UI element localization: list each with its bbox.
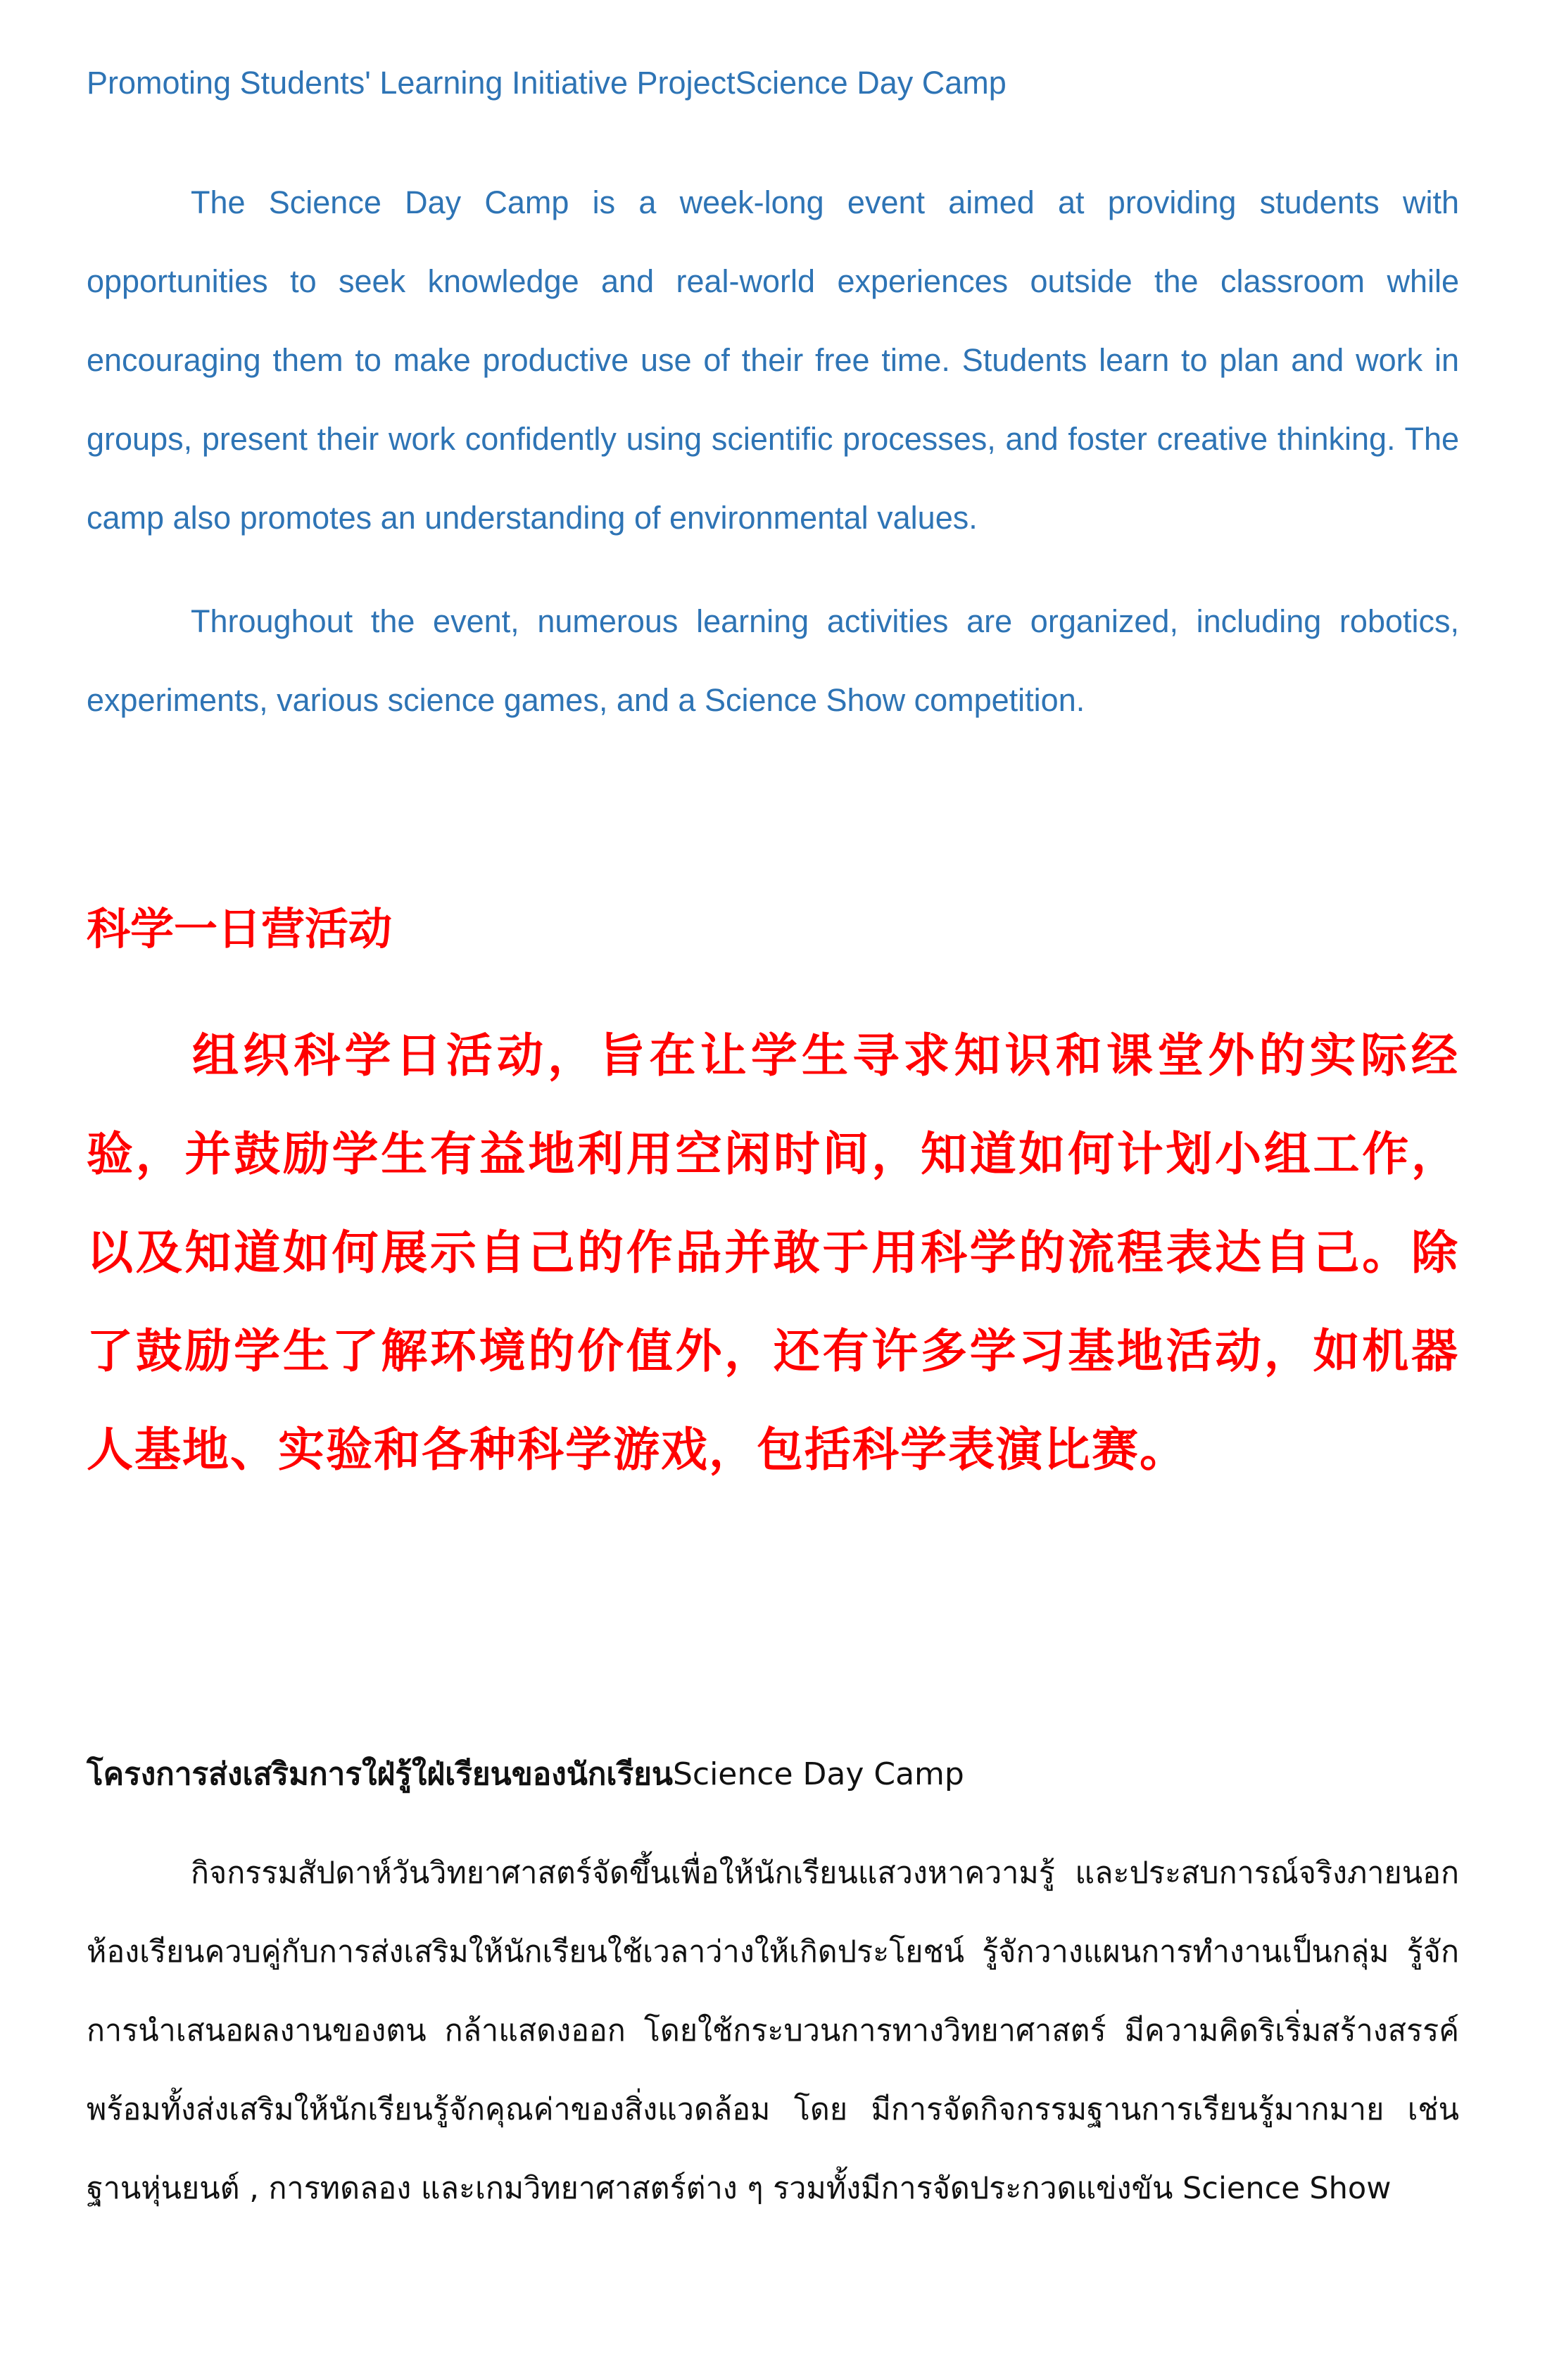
thai-title-english-text: Science Day Camp bbox=[672, 1756, 964, 1792]
thai-title-thai-text: โครงการส่งเสริมการใฝ่รู้ใฝ่เรียนของนักเรียน bbox=[87, 1756, 673, 1792]
english-paragraph-1: The Science Day Camp is a week-long event aimed at providing students with opportunities to seek knowledge and real-world experiences outside the classroom while encouraging them to make productive use of their free time. Students learn to plan and work in groups, present their work confidently using scientific processes, and foster creative thinking. The camp also promotes an understanding of environmental values. bbox=[87, 184, 1459, 536]
chinese-title: 科学一日营活动 bbox=[87, 903, 393, 955]
thai-paragraph: กิจกรรมสัปดาห์วันวิทยาศาสตร์จัดขึ้นเพื่อให้นักเรียนแสวงหาความรู้ และประสบการณ์จริงภายนอกห้องเรียนควบคู่กับการส่งเสริมให้นักเรียนใช้เวลาว่างให้เกิดประโยชน์ รู้จักวางแผนการทำงานเป็นกลุ่ม รู้จักการนำเสนอผลงานของตน กล้าแสดงออก โดยใช้กระบวนการทางวิทยาศาสตร์ มีความคิดริเริ่มสร้างสรรค์ พร้อมทั้งส่งเสริมให้นักเรียนรู้จักคุณค่าของสิ่งแวดล้อม โดย มีการจัดกิจกรรมฐานการเรียนรู้มากมาย เช่น ฐานหุ่นยนต์ , การทดลอง และเกมวิทยาศาสตร์ต่าง ๆ รวมทั้งมีการจัดประกวดแข่งขัน Science Show bbox=[87, 1856, 1459, 2206]
chinese-paragraph: 组织科学日活动，旨在让学生寻求知识和课堂外的实际经验，并鼓励学生有益地利用空闲时间，知道如何计划小组工作，以及知道如何展示自己的作品并敢于用科学的流程表达自己。除了鼓励学生了解环境的价值外，还有许多学习基地活动，如机器人基地、实验和各种科学游戏，包括科学表演比赛。 bbox=[87, 1028, 1459, 1477]
thai-title bbox=[87, 1749, 964, 1799]
english-paragraph-2: Throughout the event, numerous learning activities are organized, including robotics, experiments, various science games, and a Science Show competition. bbox=[87, 603, 1459, 718]
english-title: Promoting Students' Learning Initiative ProjectScience Day Camp bbox=[87, 65, 1007, 101]
